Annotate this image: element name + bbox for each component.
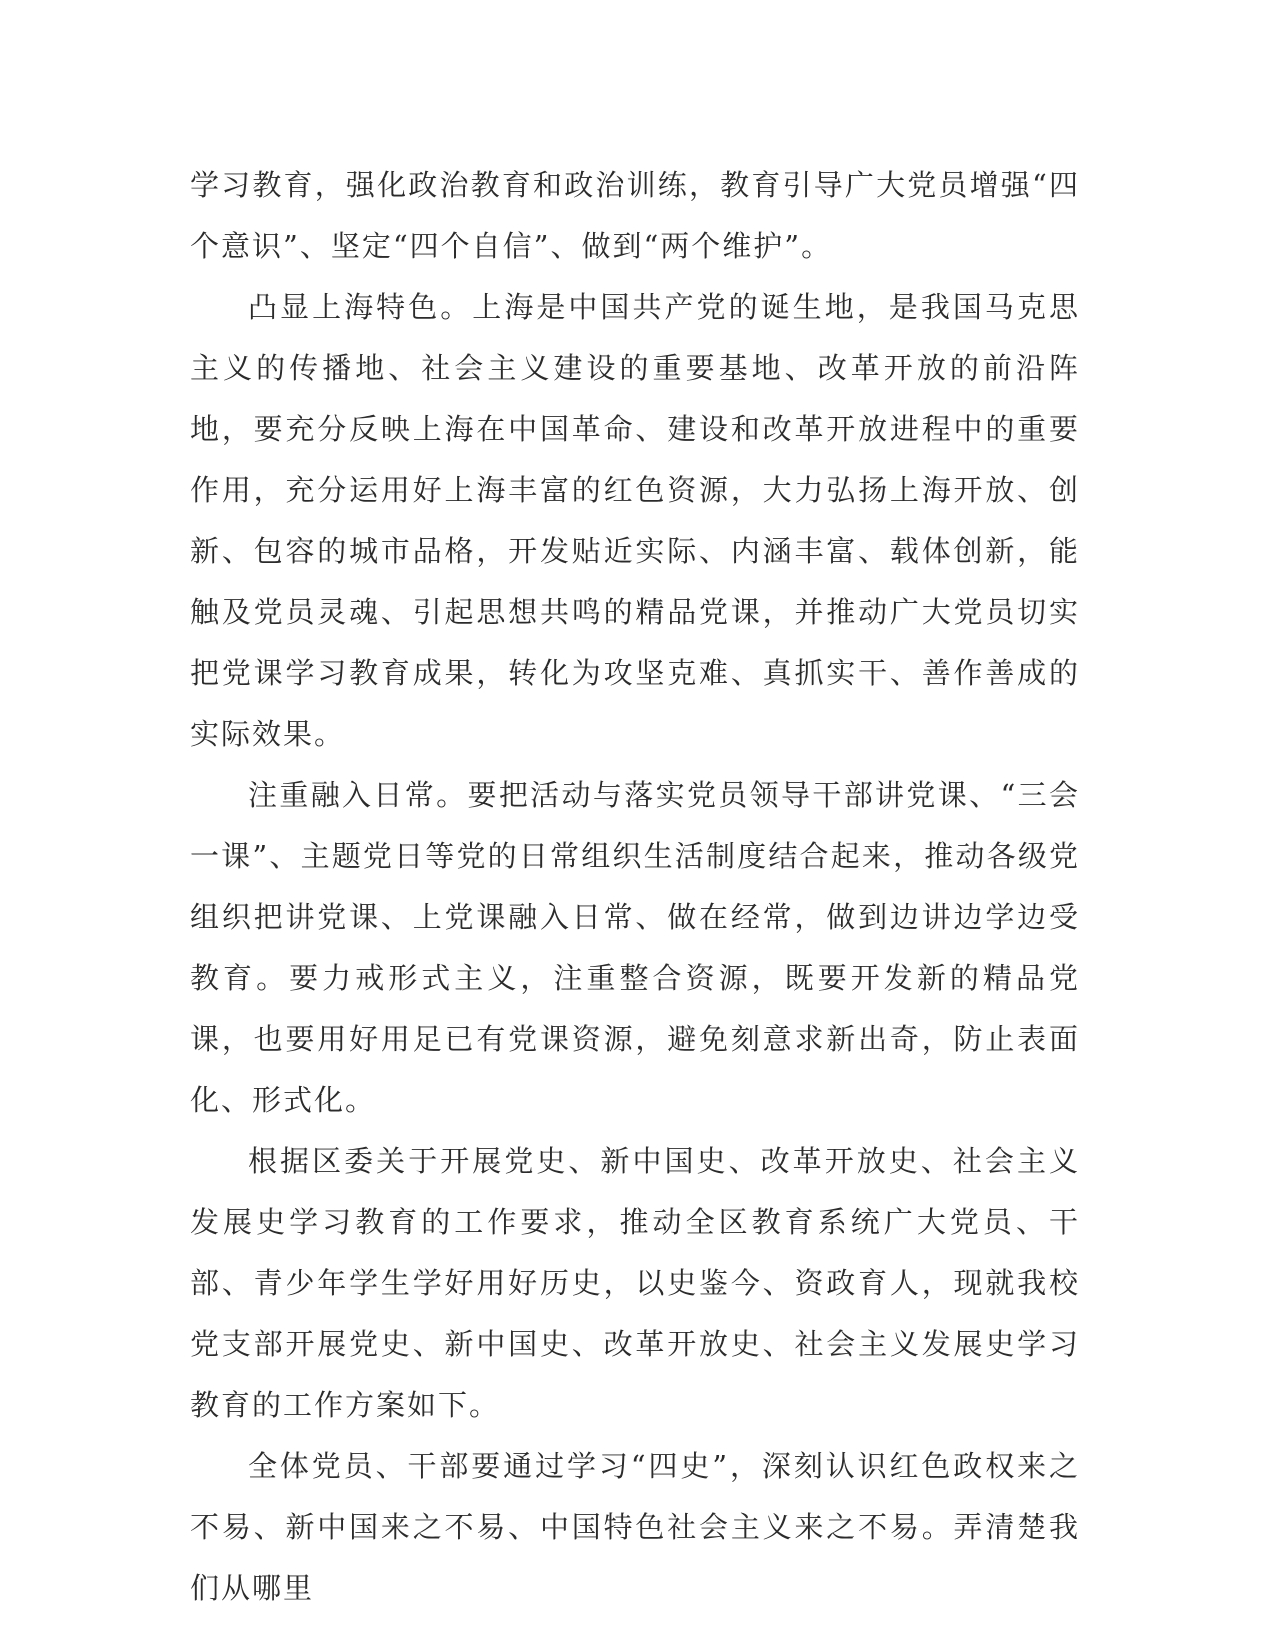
paragraph-continuation: 学习教育，强化政治教育和政治训练，教育引导广大党员增强“四个意识”、坚定“四个自信”、做到“两个维护”。	[190, 168, 1080, 263]
document-body	[190, 155, 1080, 1619]
paragraph-daily-integration: 注重融入日常。要把活动与落实党员领导干部讲党课、“三会一课”、主题党日等党的日常组织生活制度结合起来，推动各级党组织把讲党课、上党课融入日常、做在经常，做到边讲边学边受教育。要力戒形式主义，注重整合资源，既要开发新的精品党课，也要用好用足已有党课资源，避免刻意求新出奇，防止表面化、形式化。	[190, 778, 1080, 1117]
paragraph-four-histories: 全体党员、干部要通过学习“四史”，深刻认识红色政权来之不易、新中国来之不易、中国特色社会主义来之不易。弄清楚我们从哪里	[190, 1449, 1080, 1605]
paragraph-work-plan: 根据区委关于开展党史、新中国史、改革开放史、社会主义发展史学习教育的工作要求，推动全区教育系统广大党员、干部、青少年学生学好用好历史，以史鉴今、资政育人，现就我校党支部开展党史、新中国史、改革开放史、社会主义发展史学习教育的工作方案如下。	[190, 1144, 1080, 1422]
paragraph-shanghai-feature: 凸显上海特色。上海是中国共产党的诞生地，是我国马克思主义的传播地、社会主义建设的重要基地、改革开放的前沿阵地，要充分反映上海在中国革命、建设和改革开放进程中的重要作用，充分运用好上海丰富的红色资源，大力弘扬上海开放、创新、包容的城市品格，开发贴近实际、内涵丰富、载体创新，能触及党员灵魂、引起思想共鸣的精品党课，并推动广大党员切实把党课学习教育成果，转化为攻坚克难、真抓实干、善作善成的实际效果。	[190, 290, 1080, 751]
